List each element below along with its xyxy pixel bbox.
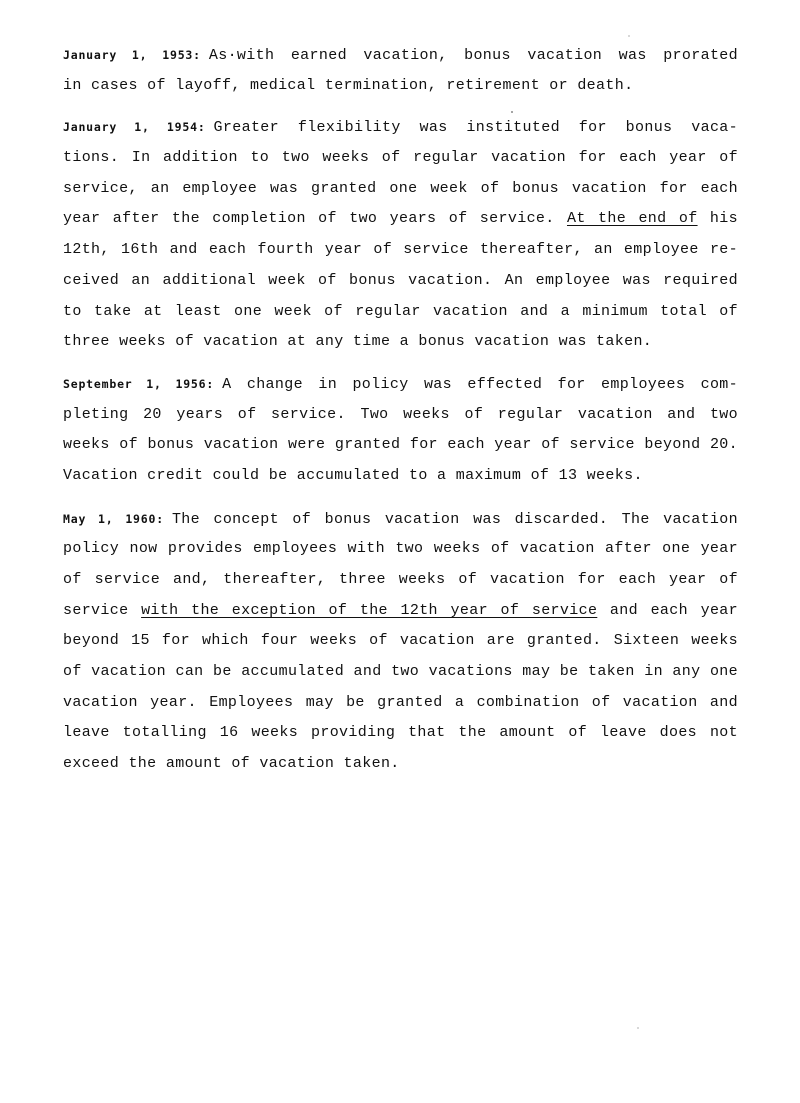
text-line: [63, 534, 738, 565]
paragraph-1953: [63, 40, 738, 101]
text-line: [63, 369, 738, 400]
line-text: year after the completion of two years of service.: [63, 210, 567, 228]
line-text: of vacation can be accumulated and two vacations may be taken in any one: [63, 663, 738, 681]
line-text: leave totalling 16 weeks providing that the amount of leave does not: [63, 724, 738, 742]
line-text: service: [63, 601, 142, 619]
date-heading: January 1, 1954:: [63, 120, 206, 135]
line-text: exceed the amount of vacation taken.: [63, 755, 400, 773]
text-line: [63, 174, 738, 205]
line-text: vacation year. Employees may be granted a combination of vacation and: [63, 693, 738, 711]
scan-speck: [637, 1027, 639, 1029]
underlined-phrase: At the end of: [566, 210, 698, 228]
text-line: [63, 327, 738, 358]
text-line: [63, 400, 738, 431]
text-line: [63, 71, 738, 102]
line-text: service, an employee was granted one week of bonus vacation for each: [63, 179, 738, 197]
line-text: 12th, 16th and each fourth year of service thereafter, an employee re-: [63, 241, 738, 259]
text-line: [63, 688, 738, 719]
line-text: his: [697, 210, 738, 228]
scan-speck: [628, 35, 630, 37]
text-line: [63, 718, 738, 749]
date-heading: May 1, 1960:: [63, 511, 164, 526]
paragraph-1956: [63, 369, 738, 492]
line-text: Greater flexibility was instituted for bonus vaca-: [213, 119, 739, 137]
paragraph-1960: [63, 504, 738, 780]
text-line: [63, 461, 738, 492]
line-text: of service and, thereafter, three weeks of vacation for each year of: [63, 571, 738, 588]
line-text: As·with earned vacation, bonus vacation was prorated: [208, 47, 739, 64]
text-line: [63, 235, 738, 266]
text-line: [63, 143, 738, 174]
line-text: in cases of layoff, medical termination, retirement or death.: [63, 76, 634, 94]
document-body: [63, 40, 738, 780]
text-line: [63, 266, 738, 297]
text-line: [63, 112, 738, 143]
scan-speck: [511, 111, 513, 113]
text-line: [63, 204, 738, 235]
text-line: [63, 596, 738, 627]
line-text: to take at least one week of regular vacation and a minimum total of: [63, 302, 738, 320]
text-line: [63, 565, 738, 596]
text-line: [63, 657, 738, 688]
line-text: ceived an additional week of bonus vacation. An employee was required: [63, 271, 738, 289]
line-text: policy now provides employees with two weeks of vacation after one year: [63, 540, 738, 558]
line-text: Vacation credit could be accumulated to a maximum of 13 weeks.: [63, 466, 643, 484]
line-text: three weeks of vacation at any time a bonus vacation was taken.: [63, 333, 653, 351]
paragraph-1954: [63, 112, 738, 358]
underlined-phrase: with the exception of the 12th year of service: [141, 601, 598, 619]
text-line: [63, 504, 738, 535]
date-heading: September 1, 1956:: [63, 376, 215, 391]
line-text: tions. In addition to two weeks of regular vacation for each year of: [63, 149, 738, 167]
text-line: [63, 749, 738, 780]
line-text: A change in policy was effected for employees com-: [222, 375, 738, 393]
text-line: [63, 40, 738, 71]
line-text: beyond 15 for which four weeks of vacation are granted. Sixteen weeks: [63, 632, 738, 650]
text-line: [63, 430, 738, 461]
line-text: pleting 20 years of service. Two weeks of regular vacation and two: [63, 405, 738, 423]
date-heading: January 1, 1953:: [63, 48, 201, 62]
line-text: weeks of bonus vacation were granted for each year of service beyond 20.: [63, 436, 738, 454]
line-text: The concept of bonus vacation was discarded. The vacation: [171, 510, 738, 528]
text-line: [63, 297, 738, 328]
line-text: and each year: [597, 601, 739, 619]
text-line: [63, 626, 738, 657]
